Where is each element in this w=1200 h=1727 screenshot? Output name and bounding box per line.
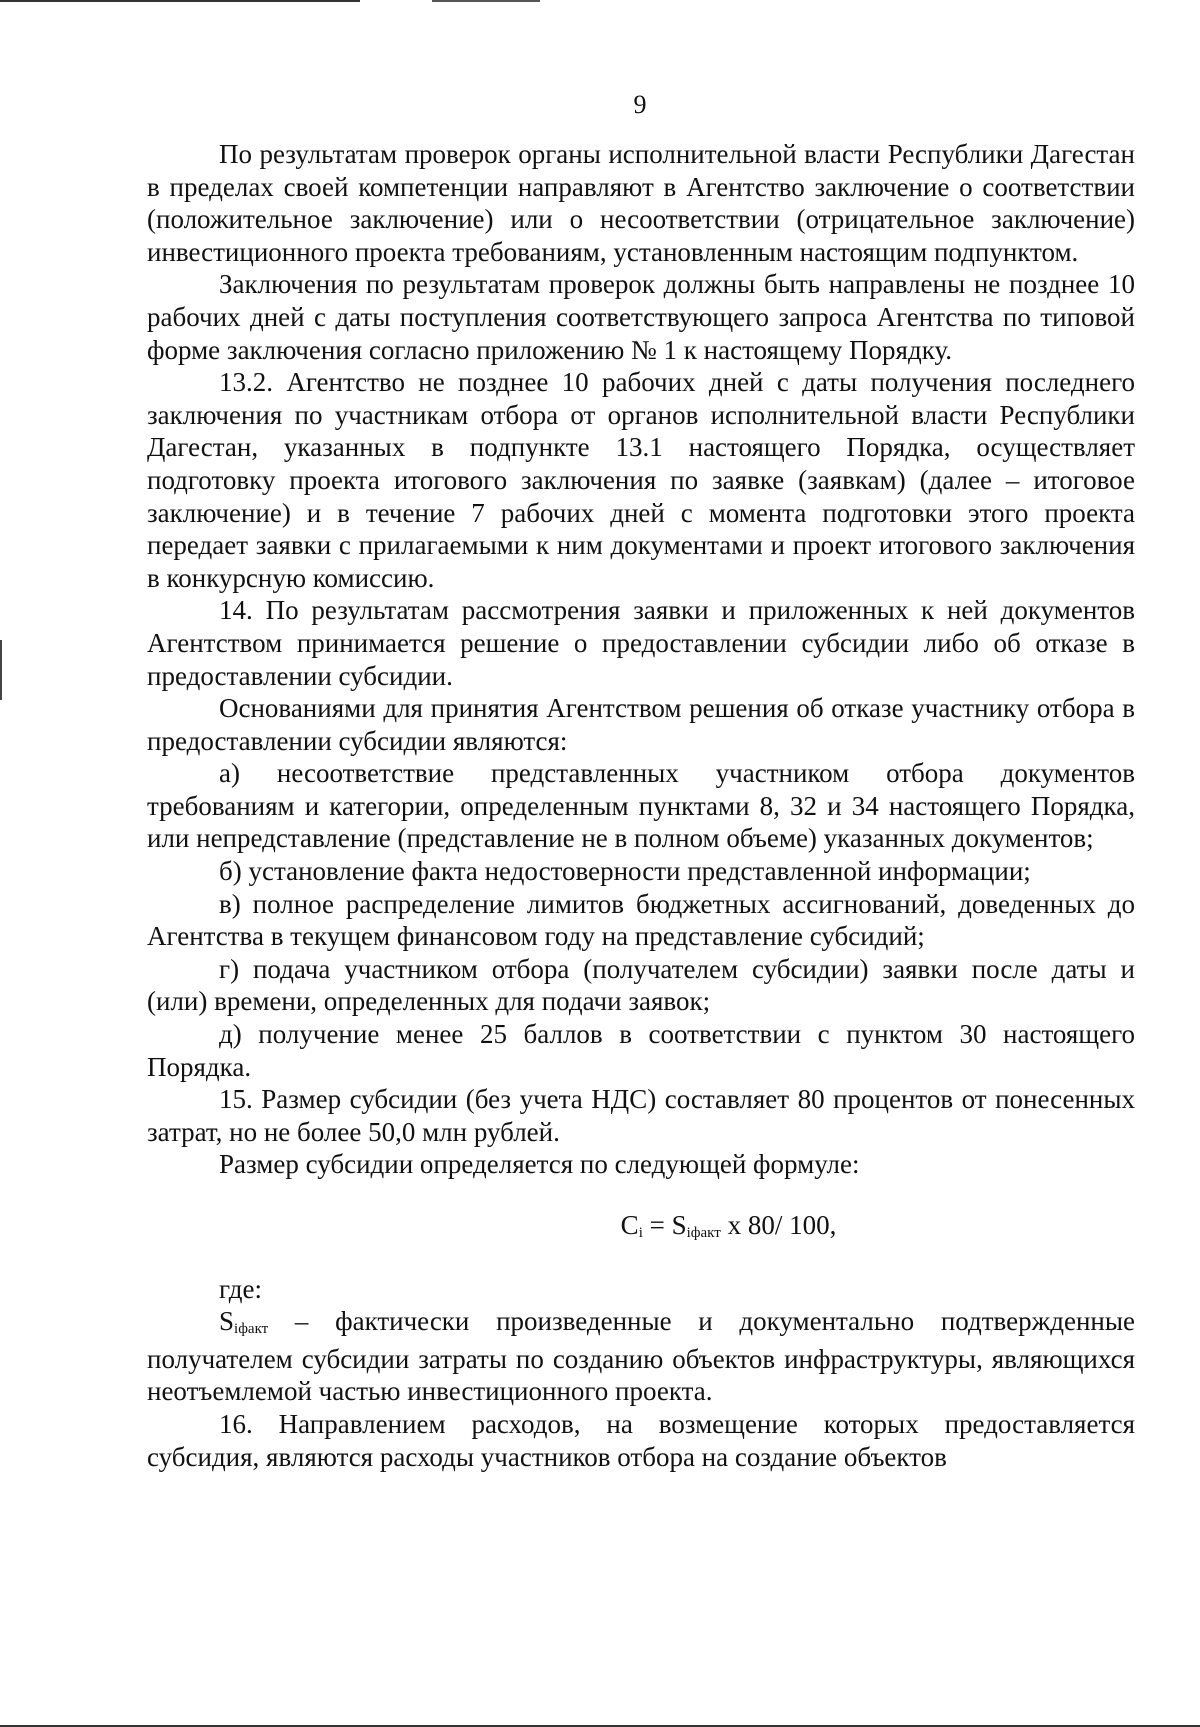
formula-definition: [147, 1305, 1135, 1408]
paragraph-inspection-results: По результатам проверок органы исполнительной власти Республики Дагестан в пределах своей компетенции направляют в Агентство заключение о соответствии (положительное заключение) или о несоответствии (отрицательное заключение) инвестиционного проекта требованиям, установленным настоящим подпунктом.: [147, 139, 1135, 267]
definition-symbol: S: [219, 1306, 235, 1337]
formula-lhs-subscript: i: [638, 1225, 643, 1241]
paragraph-13-2: 13.2. Агентство не позднее 10 рабочих дней с даты получения последнего заключения по участникам отбора от органов исполнительной власти Республики Дагестан, указанных в подпункте 13.1 настоящего Порядка, осуществляет подготовку проекта итогового заключения по заявке (заявкам) (далее – итоговое заключение) и в течение 7 рабочих дней с момента подготовки этого проекта передает заявки с прилагаемыми к ним документами и проект итогового заключения в конкурсную комиссию.: [147, 367, 1135, 593]
where-label: где:: [219, 1273, 262, 1304]
paragraph-formula-intro: Размер субсидии определяется по следующей формуле:: [219, 1149, 860, 1180]
paragraph-15: 15. Размер субсидии (без учета НДС) составляет 80 процентов от понесенных затрат, но не более 50,0 млн рублей.: [147, 1084, 1135, 1147]
formula-equals: = S: [642, 1210, 687, 1240]
list-item-b: б) установление факта недостоверности представленной информации;: [219, 856, 1031, 887]
definition-symbol-subscript: iфакт: [234, 1321, 269, 1338]
subsidy-formula: [147, 1209, 1135, 1247]
document-body: [147, 138, 1135, 1473]
list-item-g: г) подача участником отбора (получателем субсидии) заявки после даты и (или) времени, определенных для подачи заявок;: [147, 953, 1135, 1017]
formula-rhs-tail: х 80/ 100,: [720, 1210, 837, 1240]
formula-lhs: C: [620, 1210, 639, 1240]
list-item-v: в) полное распределение лимитов бюджетных ассигнований, доведенных до Агентства в текущем финансовом году на представление субсидий;: [147, 888, 1135, 952]
scan-edge-top: [0, 0, 1200, 2]
paragraph-conclusion-deadline: Заключения по результатам проверок должны быть направлены не позднее 10 рабочих дней с даты поступления соответствующего запроса Агентства по типовой форме заключения согласно приложению № 1 к настоящему Порядку.: [147, 269, 1135, 365]
page-number: 9: [633, 90, 647, 119]
definition-text: – фактически произведенные и документально подтвержденные получателем субсидии затраты по созданию объектов инфраструктуры, являющихся неотъемлемой частью инвестиционного проекта.: [147, 1306, 1135, 1407]
scan-edge-left: [0, 640, 2, 700]
formula-rhs-subscript: iфакт: [686, 1225, 721, 1241]
paragraph-refusal-grounds: Основаниями для принятия Агентством решения об отказе участнику отбора в предоставлении субсидии являются:: [147, 693, 1135, 756]
paragraph-16: 16. Направлением расходов, на возмещение которых предоставляется субсидия, являются расходы участников отбора на создание объектов: [147, 1408, 1135, 1472]
list-item-d: д) получение менее 25 баллов в соответствии с пунктом 30 настоящего Порядка.: [147, 1019, 1135, 1082]
paragraph-14: 14. По результатам рассмотрения заявки и приложенных к ней документов Агентством принимается решение о предоставлении субсидии либо об отказе в предоставлении субсидии.: [147, 595, 1135, 691]
list-item-a: а) несоответствие представленных участником отбора документов требованиям и категории, определенным пунктами 8, 32 и 34 настоящего Порядка, или непредставление (представление не в полном объеме) указанных документов;: [147, 758, 1135, 854]
